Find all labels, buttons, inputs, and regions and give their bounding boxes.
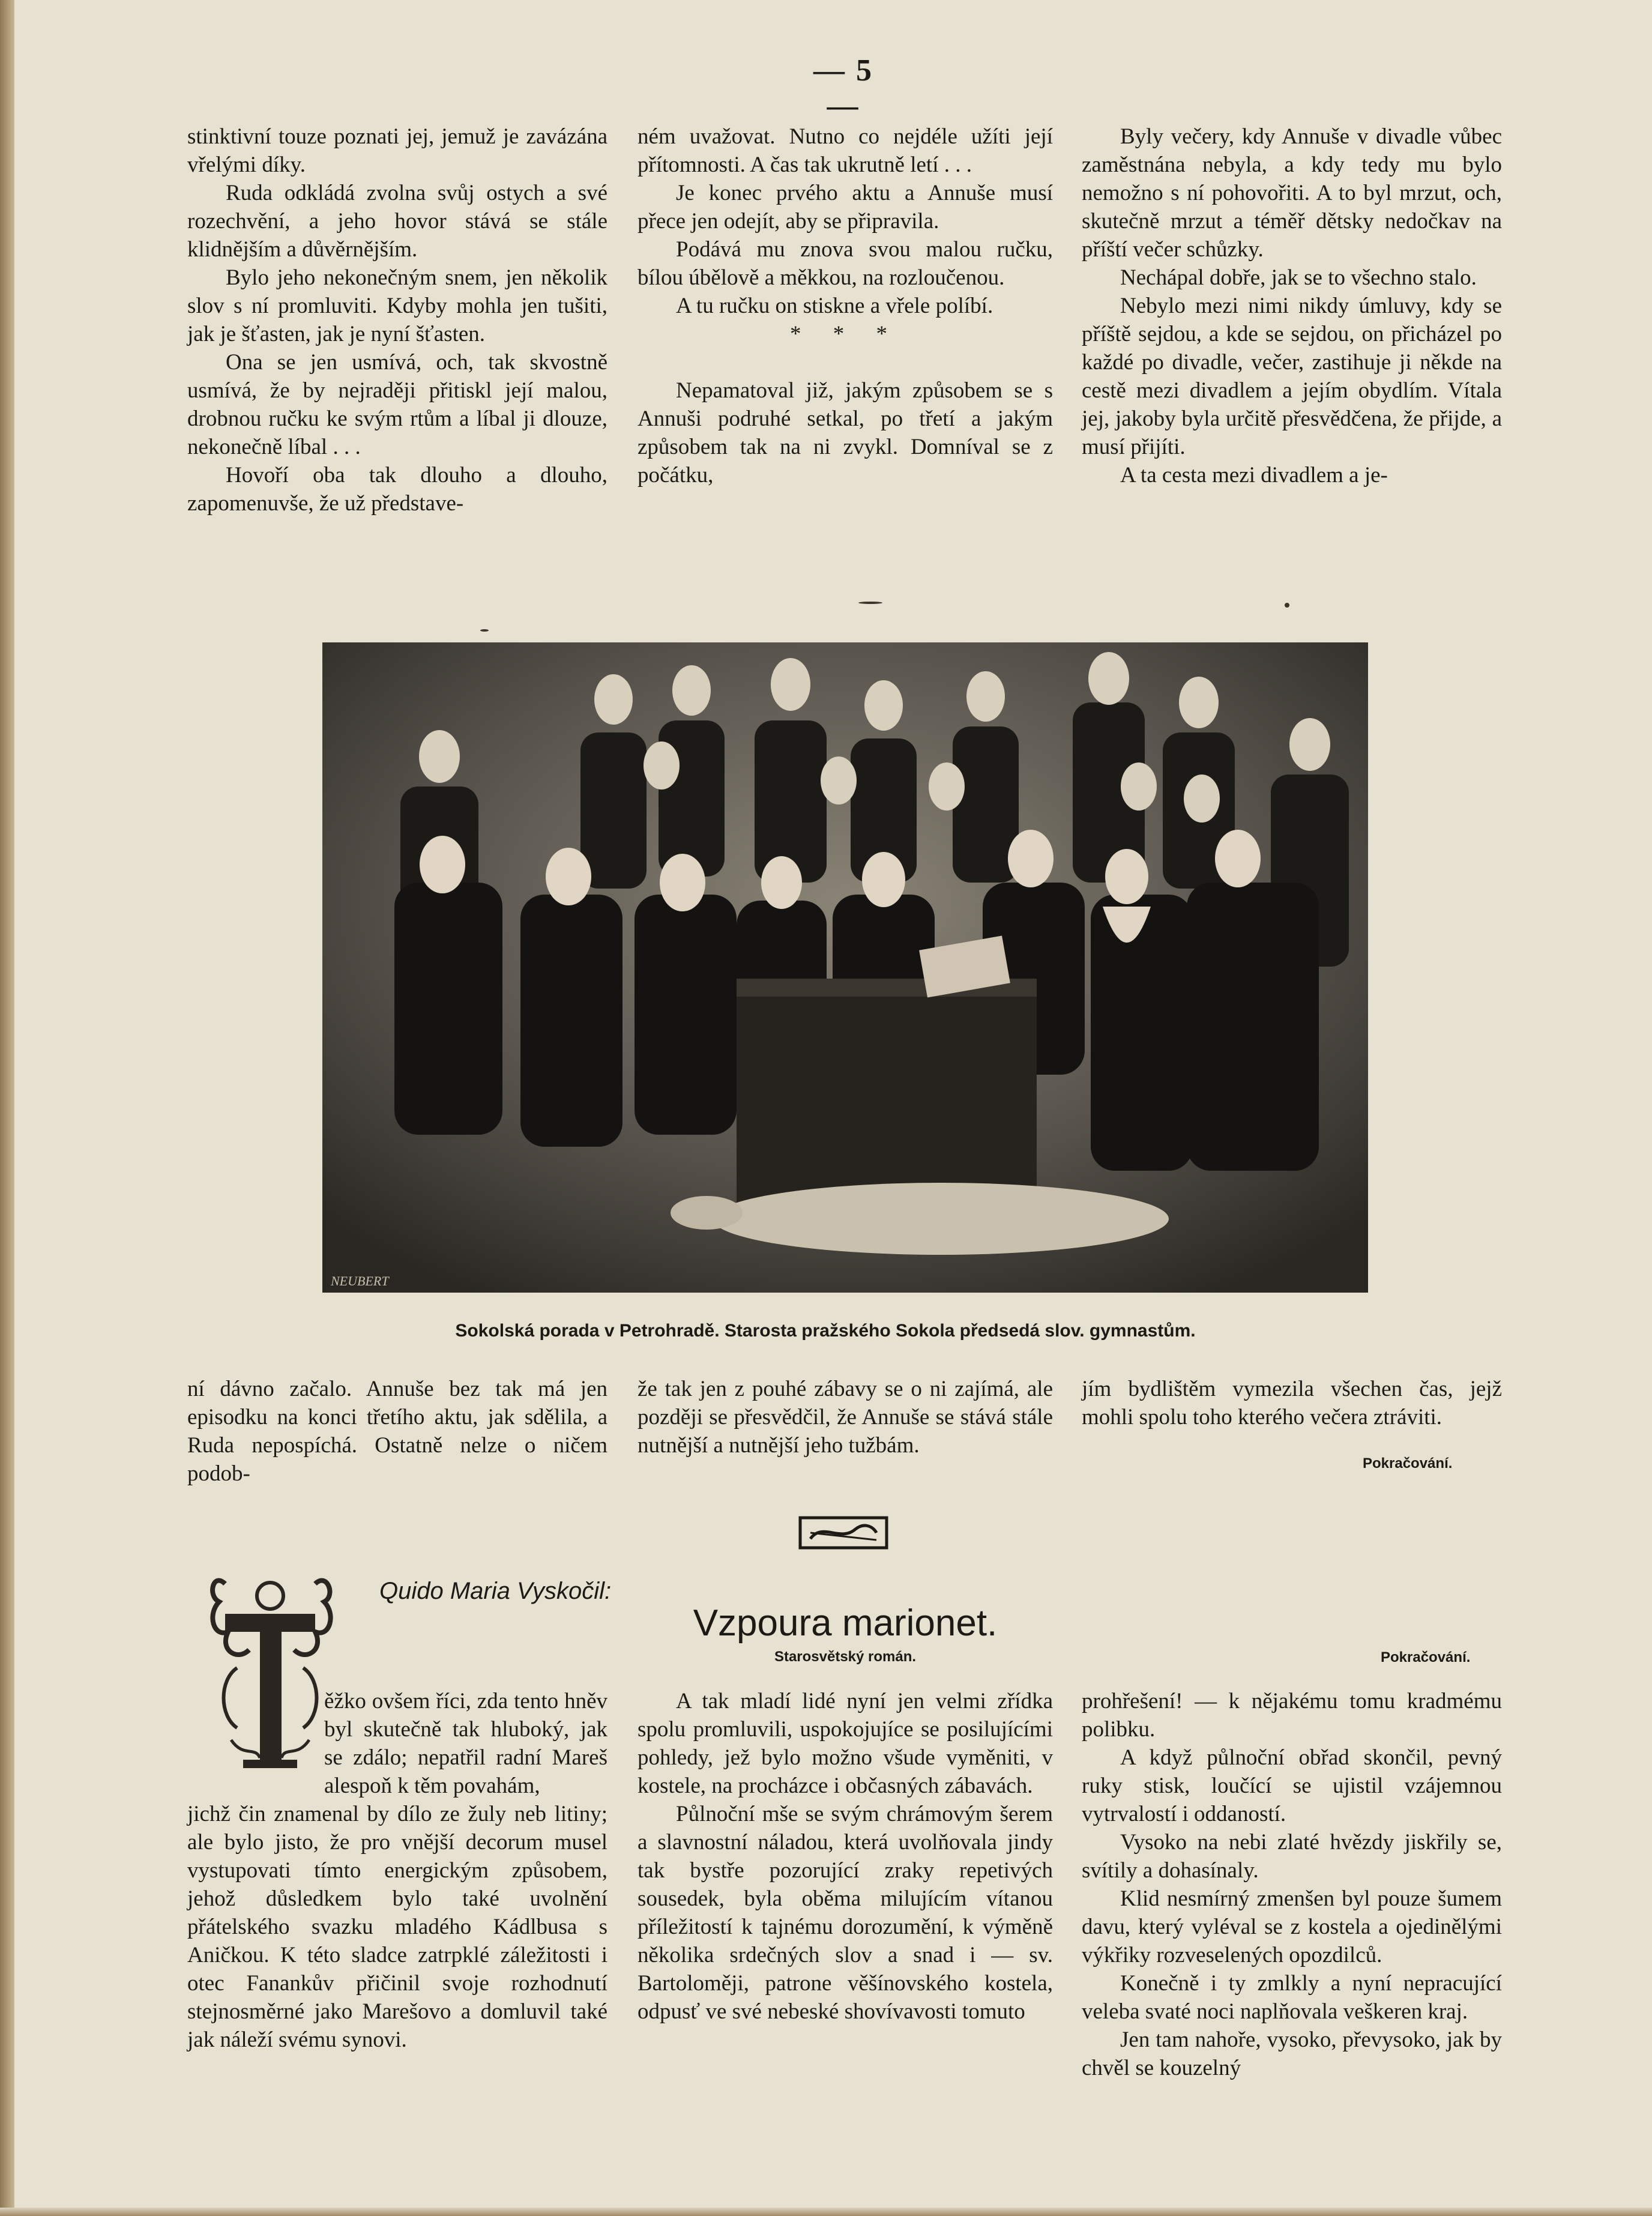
page-binding-edge: [0, 0, 14, 2216]
novel-column-1-narrow: [324, 1687, 607, 1800]
paragraph: ném uvažovat. Nutno co nejdéle užíti její přítomnosti. A čas tak ukrutně letí . . .: [638, 124, 1053, 177]
paragraph: A ta cesta mezi divadlem a je-: [1120, 463, 1388, 488]
paragraph: Nepamatoval již, jakým způsobem se s Annuši podruhé setkal, po třetí a jakým způsobem tak na ni zvykl. Domníval se z počátku,: [638, 378, 1053, 488]
section-separator: * * *: [790, 322, 900, 346]
novel-column-2: [638, 1687, 1053, 2026]
paragraph: Ona se jen usmívá, och, tak skvostně usmívá, že by nejraději přitiskl její malou, drobnou ručku ke svým rtům a líbal ji dlouze, nekonečně líbal . . .: [187, 350, 607, 459]
paragraph: Bylo jeho nekonečným snem, jen několik slov s ní promluviti. Kdyby mohla jen tušiti, jak je šťasten, jak je nyní šťasten.: [187, 265, 607, 346]
top-column-3: [1082, 122, 1502, 489]
spacer: [638, 348, 1053, 376]
paragraph: Jen tam nahoře, vysoko, převysoko, jak by chvěl se kouzelný: [1082, 2027, 1502, 2080]
paragraph: jím bydlištěm vymezila všechen čas, jejž mohli spolu toho kterého večera ztráviti.: [1082, 1377, 1502, 1430]
paragraph: A když půlnoční obřad skončil, pevný ruky stisk, loučící se ujistil vzájemnou vytrvalostí i oddaností.: [1082, 1745, 1502, 1826]
paragraph: Klid nesmírný zmenšen byl pouze šumem davu, který vyléval se z kostela a ojedinělými výkřiky rozveselených opozdilců.: [1082, 1886, 1502, 1967]
middle-column-1: [187, 1375, 607, 1488]
paragraph: Konečně i ty zmlkly a nyní nepracující veleba svaté noci naplňovala veškeren kraj.: [1082, 1971, 1502, 2024]
ornament-divider-icon: [798, 1516, 888, 1550]
paragraph: Vysoko na nebi zlaté hvězdy jiskřily se, svítily a dohasínaly.: [1082, 1830, 1502, 1883]
paragraph: A tu ručku on stiskne a vřele políbí.: [676, 294, 993, 318]
page-bottom-edge: [0, 2208, 1652, 2216]
paragraph: Byly večery, kdy Annuše v divadle vůbec zaměstnána nebyla, a kdy tedy mu bylo nemožno s ní pohovořiti. A to byl mrzut, och, skutečně mrzut a téměř dětsky nedočkav na příští večer schůzky.: [1082, 124, 1502, 262]
print-speck: [480, 629, 489, 632]
paragraph: Nebylo mezi nimi nikdy úmluvy, kdy se příště sejdou, a kde se sejdou, on přicházel po každé po divadle, večer, zastihuje ji někde na cestě mezi divadlem a jejím obydlím. Vítala jej, jakoby byla určitě přesvědčena, že přijde, a musí přijíti.: [1082, 294, 1502, 459]
paragraph: Půlnoční mše se svým chrámovým šerem a slavnostní náladou, která uvolňovala jindy tak bystře pozorující zraky repetivých sousedek, byla oběma milujícím vítanou příležitostí k tajnému dorozumění, k výměně několika srdečných slov a snad i — sv. Bartoloměji, patrone věšínovského kostela, odpusť ve své nebeské shovívavosti tomuto: [638, 1802, 1053, 2024]
continued-note: Pokračování.: [1363, 1455, 1453, 1472]
novel-column-1-full: [187, 1800, 607, 2054]
continued-note: Pokračování.: [1381, 1649, 1471, 1665]
paragraph: A tak mladí lidé nyní jen velmi zřídka spolu promluvili, uspokojujíce se posilujícími pohledy, jež bylo možno všude vyměniti, v kostele, na procházce i občasných zábavách.: [638, 1689, 1053, 1798]
photographer-signature: NEUBERT: [331, 1273, 389, 1288]
paragraph: jichž čin znamenal by dílo ze žuly neb litiny; ale bylo jisto, že pro vnější decorum musel vystupovati tímto energickým způsobem, jehož důsledkem bylo také uvolnění přátelského svazku mladého Kádlbusa s Aničkou. K této sladce zatrpklé záležitosti i otec Fanankův přičinil svoje rozhodnutí stejnosměrné jako Marešovo a domluvil také jak náleží svému synovi.: [187, 1802, 607, 2052]
decorative-dropcap-t-icon: [201, 1560, 339, 1788]
paragraph: Podává mu znova svou malou ručku, bílou úbělově a měkkou, na rozloučenou.: [638, 237, 1053, 290]
page-number: — 5 —: [813, 53, 873, 123]
paragraph: ní dávno začalo. Annuše bez tak má jen episodku na konci třetího aktu, jak sdělila, a Ruda nepospíchá. Ostatně nelze o ničem podob-: [187, 1377, 607, 1486]
paragraph: Nechápal dobře, jak se to všechno stalo.: [1120, 265, 1477, 290]
novel-column-3: [1082, 1687, 1502, 2082]
paragraph: že tak jen z pouhé zábavy se o ni zajímá, ale později se přesvědčil, že Annuše se stává stále nutnější a nutnější jeho tužbám.: [638, 1377, 1053, 1458]
top-column-2: [638, 122, 1053, 489]
novel-title: Vzpoura marionet.: [693, 1602, 998, 1644]
novel-subtitle: Starosvětský román.: [774, 1649, 917, 1665]
print-speck: [1285, 603, 1289, 608]
novel-author: Quido Maria Vyskočil:: [379, 1578, 612, 1604]
paragraph: Ruda odkládá zvolna svůj ostych a své rozechvění, a jeho hovor stává se stále klidnějším a důvěrnějším.: [187, 181, 607, 262]
group-photo: [322, 642, 1368, 1293]
paragraph: prohřešení! — k nějakému tomu kradmému polibku.: [1082, 1689, 1502, 1742]
middle-column-3: [1082, 1375, 1502, 1431]
middle-column-2: [638, 1375, 1053, 1460]
print-speck: [858, 602, 882, 604]
paragraph: Je konec prvého aktu a Annuše musí přece jen odejít, aby se připravila.: [638, 181, 1053, 234]
paragraph: Hovoří oba tak dlouho a dlouho, zapomenuvše, že už představe-: [187, 463, 607, 516]
top-column-1: [187, 122, 607, 518]
paragraph: ěžko ovšem říci, zda tento hněv byl skutečně tak hluboký, jak se zdálo; nepatřil radní Mareš alespoň k těm povahám,: [324, 1689, 607, 1798]
group-photo-illustration: [322, 642, 1368, 1293]
photo-caption: Sokolská porada v Petrohradě. Starosta pražského Sokola předsedá slov. gymnastům.: [455, 1321, 1196, 1341]
paragraph: stinktivní touze poznati jej, jemuž je zavázána vřelými díky.: [187, 124, 607, 177]
